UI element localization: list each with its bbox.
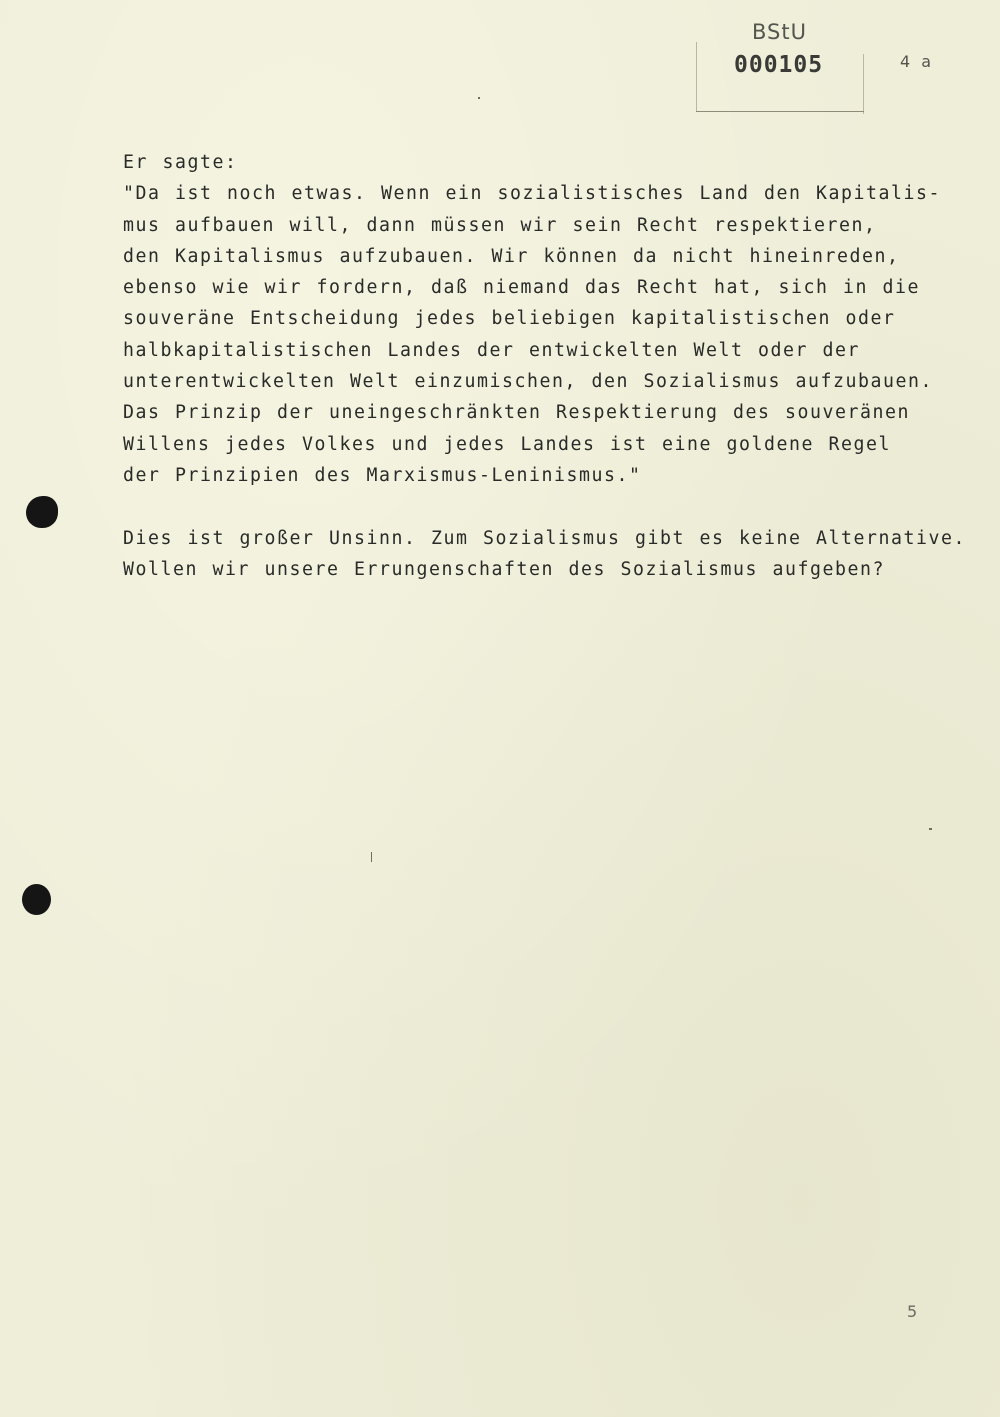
quote-line: "Da ist noch etwas. Wenn ein sozialistisches Land den Kapitalis-	[123, 183, 941, 205]
comment-paragraph	[123, 523, 966, 586]
quote-line: den Kapitalismus aufzubauen. Wir können da nicht hineinreden,	[123, 245, 900, 267]
quote-line: ebenso wie wir fordern, daß niemand das Recht hat, sich in die	[123, 277, 920, 299]
comment-line: Wollen wir unsere Errungenschaften des Sozialismus aufgeben?	[123, 558, 885, 580]
quote-line: mus aufbauen will, dann müssen wir sein Recht respektieren,	[123, 214, 877, 236]
quote-line: halbkapitalistischen Landes der entwickelten Welt oder der	[123, 339, 860, 361]
punch-hole-bottom	[22, 884, 51, 915]
body-text	[123, 147, 966, 585]
quote-line: Willens jedes Volkes und jedes Landes ist eine goldene Regel	[123, 433, 891, 455]
quote-line: souveräne Entscheidung jedes beliebigen kapitalistischen oder	[123, 308, 896, 330]
intro-line: Er sagte:	[123, 152, 238, 173]
quote-paragraph	[123, 178, 953, 491]
stamp-agency-label: BStU	[752, 20, 807, 44]
stamp-file-number: 000105	[734, 52, 824, 78]
page-reference: 4 a	[900, 52, 932, 71]
punch-hole-top	[26, 496, 58, 528]
stamp-border-left	[696, 42, 697, 112]
archive-stamp	[696, 14, 864, 112]
paper-speck	[371, 852, 372, 862]
paper-speck	[929, 828, 932, 830]
quote-line: Das Prinzip der uneingeschränkten Respektierung des souveränen	[123, 402, 910, 424]
stamp-border-right	[863, 54, 864, 114]
quote-line: der Prinzipien des Marxismus-Leninismus."	[123, 464, 642, 486]
quote-line: unterentwickelten Welt einzumischen, den Sozialismus aufzubauen.	[123, 371, 933, 393]
comment-line: Dies ist großer Unsinn. Zum Sozialismus gibt es keine Alternative.	[123, 527, 966, 549]
paper-speck	[478, 97, 480, 99]
paragraph-spacer	[123, 491, 953, 522]
page-number: 5	[907, 1302, 918, 1321]
stamp-border-bottom	[696, 111, 864, 112]
